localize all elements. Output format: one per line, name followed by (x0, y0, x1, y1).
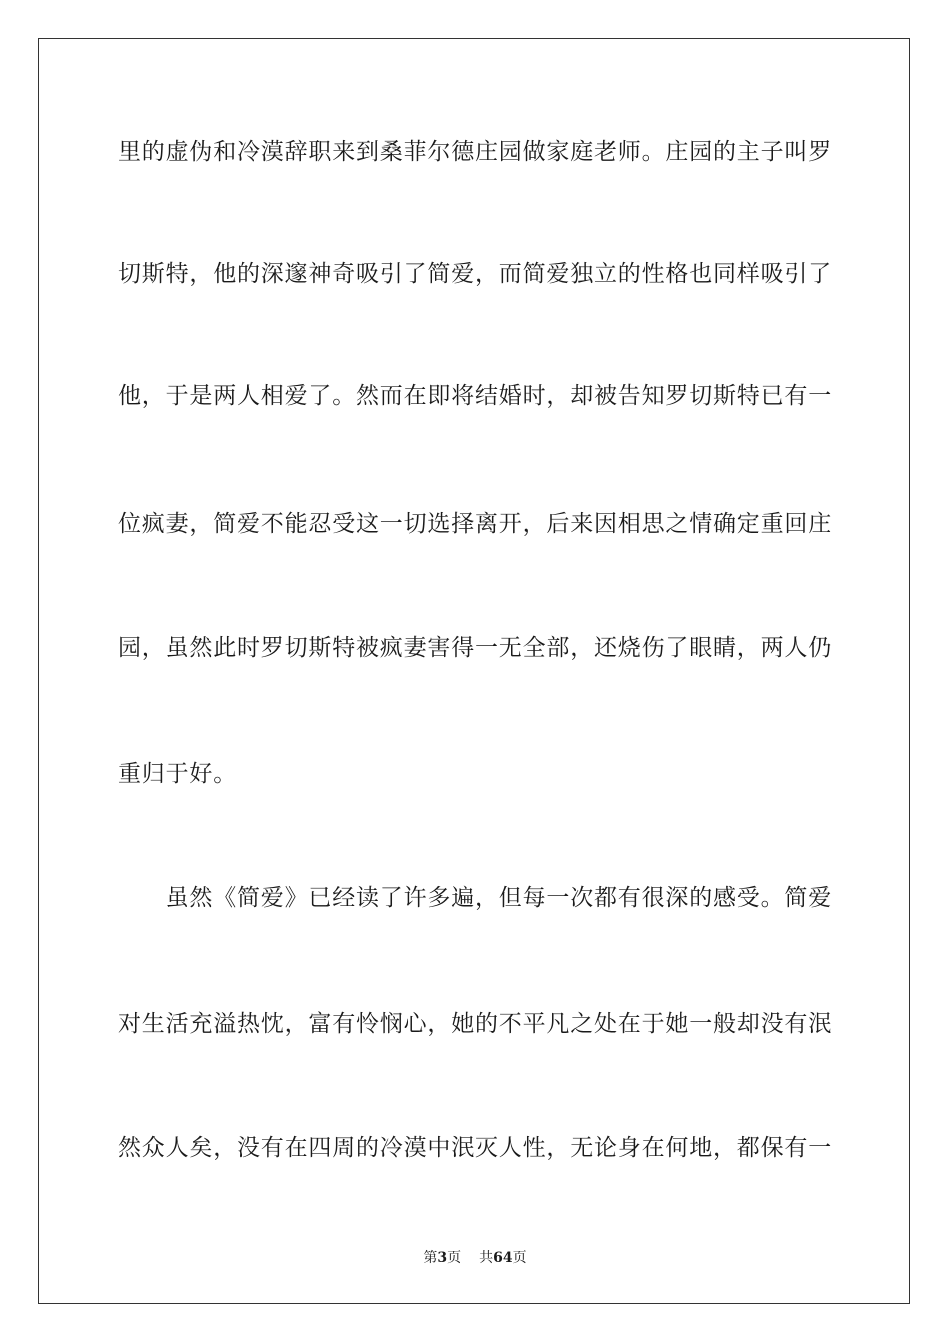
text-line: 位疯妻，简爱不能忍受这一切选择离开，后来因相思之情确定重回庄 (118, 511, 832, 537)
text-line: 重归于好。 (118, 761, 237, 787)
page-prefix: 第 (423, 1250, 438, 1266)
text-line: 虽然《简爱》已经读了许多遍，但每一次都有很深的感受。简爱 (118, 885, 832, 911)
total-pages: 64 (493, 1250, 513, 1266)
text-line: 园，虽然此时罗切斯特被疯妻害得一无全部，还烧伤了眼睛，两人仍 (118, 635, 832, 661)
text-line: 切斯特，他的深邃神奇吸引了简爱，而简爱独立的性格也同样吸引了 (118, 261, 832, 287)
text-line: 对生活充溢热忱，富有怜悯心，她的不平凡之处在于她一般却没有泯 (118, 1011, 832, 1037)
page-footer (0, 1249, 950, 1267)
page-number: 3 (437, 1250, 448, 1266)
total-suffix: 页 (512, 1250, 527, 1266)
text-line: 然众人矣，没有在四周的冷漠中泯灭人性，无论身在何地，都保有一 (118, 1135, 832, 1161)
text-line: 他，于是两人相爱了。然而在即将结婚时，却被告知罗切斯特已有一 (118, 383, 832, 409)
page-border (38, 38, 910, 1304)
total-prefix: 共 (479, 1250, 494, 1266)
page-suffix: 页 (447, 1250, 462, 1266)
text-line: 里的虚伪和冷漠辞职来到桑菲尔德庄园做家庭老师。庄园的主子叫罗 (118, 139, 832, 165)
